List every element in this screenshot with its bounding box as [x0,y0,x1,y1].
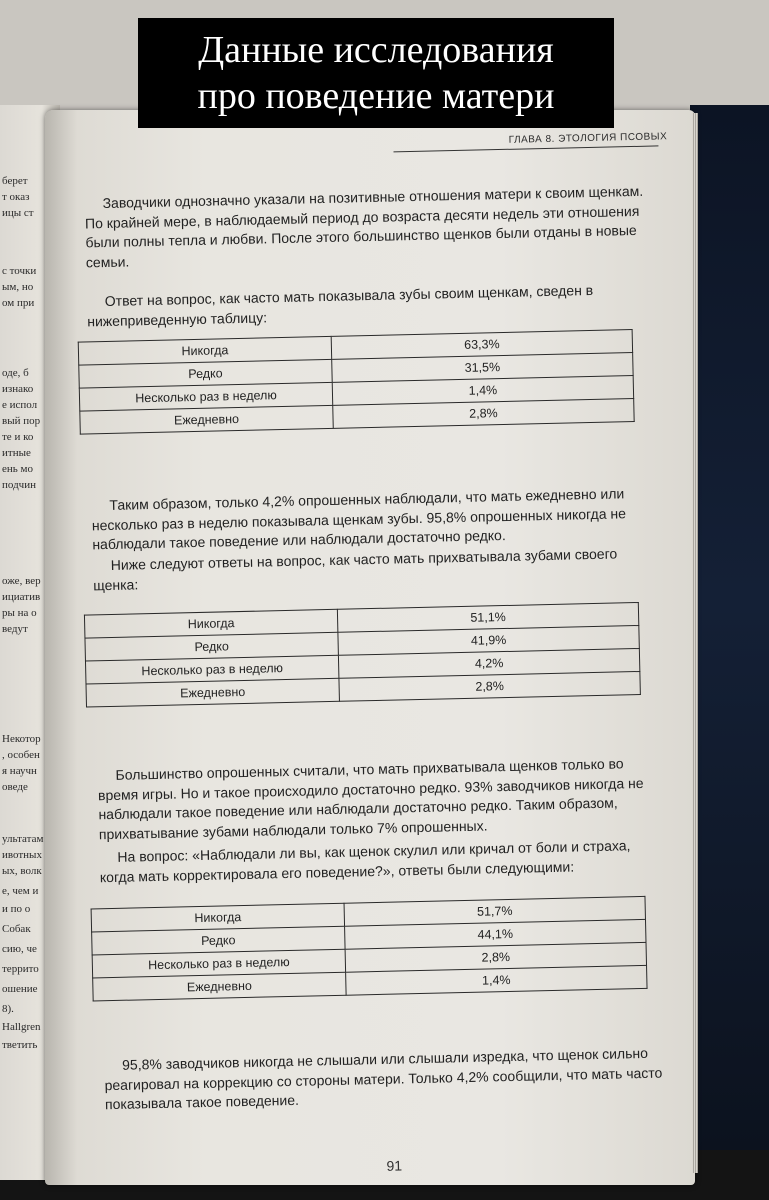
left-page-text: подчин [2,479,36,491]
left-page-text: изнако [2,383,34,395]
left-page-text: и по о [2,903,31,915]
table-cell-value: 2,8% [345,942,646,972]
paragraph: На вопрос: «Наблюдали ли вы, как щенок скулил или кричал от боли и страха, когда мать корректировала его поведение?», ответы были следующими: [99,837,631,885]
paragraph: Ниже следуют ответы на вопрос, как часто мать прихватывала зубами своего щенка: [93,545,618,593]
paragraph: Таким образом, только 4,2% опрошенных наблюдали, что мать ежедневно или несколько раз в неделю показывала щенкам зубы. 95,8% опрошенных никогда не наблюдали такое поведение или наблюдали достаточно редко. [91,485,627,553]
left-page-text: оде, б [2,367,29,379]
left-page-text: ым, но [2,281,34,293]
left-page-text: итные [2,447,31,459]
table-teeth-showing [78,329,635,435]
table-cell-value: 51,7% [344,896,645,926]
left-page-text: ень мо [2,463,33,475]
page-number: 91 [386,1157,403,1174]
left-page-text: берет [2,175,28,187]
table-cell-label: Никогда [91,903,344,932]
left-page-text: 8). [2,1003,14,1015]
chapter-header: ГЛАВА 8. ЭТОЛОГИЯ ПСОВЫХ [508,131,668,146]
left-page-text: вый пор [2,415,41,427]
left-page-text: ом при [2,297,35,309]
table-cell-value: 41,9% [338,625,639,655]
left-page-text: я научн [2,765,37,777]
table-cell-value: 2,8% [333,399,634,429]
left-page-text: те и ко [2,431,34,443]
paragraph: Большинство опрошенных считали, что мать прихватывала щенков только во время игры. Но и такое происходило достаточно редко. 93% заводчиков никогда не наблюдали такое поведение или наблюдали достаточно редко. Таким образом, прихватывание зубами наблюдали только 7% опрошенных. [97,755,644,842]
left-page-text: Собак [2,923,31,935]
left-page-text: сию, че [2,943,37,955]
table-cell-label: Редко [79,359,332,388]
table-cell-label: Ежедневно [80,405,333,434]
table-cell-value: 1,4% [346,965,647,995]
left-page-text: тветить [2,1039,38,1051]
left-page-text: ых, волк [2,865,42,877]
left-page-text: ивотных [2,849,42,861]
table-cell-label: Никогда [84,609,337,638]
left-page-text: оведе [2,781,28,793]
table-cell-label: Редко [85,632,338,661]
header-rule [393,145,658,152]
left-page-text: ведут [2,623,28,635]
left-page-text: е, чем и [2,885,39,897]
left-page-text: террито [2,963,39,975]
caption-line: про поведение матери [197,75,555,117]
left-page-text: Hallgren [2,1021,41,1033]
table-cell-label: Ежедневно [86,678,339,707]
table-cell-value: 51,1% [337,602,638,632]
table-cell-label: Несколько раз в неделю [85,655,338,684]
table-cell-label: Несколько раз в неделю [79,382,332,411]
table-cell-value: 2,8% [339,671,640,701]
table-cell-value: 63,3% [331,330,632,360]
book-page [45,110,695,1185]
left-page-text: е испол [2,399,38,411]
paragraph: Заводчики однозначно указали на позитивные отношения матери к своим щенкам. По крайней мере, в наблюдаемый период до возраста десяти недель эти отношения были полны тепла и любви. После этого большинство щенков были отданы в новые семьи. [84,182,644,270]
table-puppy-reaction [91,896,648,1002]
page-edges [692,113,698,1173]
left-page-text: т оказ [2,191,30,203]
left-page-text: Некотор [2,733,41,745]
table-cell-label: Несколько раз в неделю [92,949,345,978]
left-page-text: ициатив [2,591,41,603]
left-page-text: оже, вер [2,575,41,587]
table-cell-value: 44,1% [345,919,646,949]
left-page-text: с точки [2,265,37,277]
left-page-text: , особен [2,749,40,761]
caption-line: Данные исследования [198,29,554,71]
left-page-text: ицы ст [2,207,34,219]
table-cell-value: 1,4% [332,376,633,406]
table-cell-label: Редко [92,926,345,955]
table-cell-label: Ежедневно [93,972,346,1001]
caption-banner [138,18,614,128]
table-cell-value: 4,2% [338,648,639,678]
table-cell-value: 31,5% [332,353,633,383]
background-fabric [690,105,769,1200]
table-teeth-grabbing [84,602,641,708]
paragraph: Ответ на вопрос, как часто мать показывала зубы своим щенкам, сведен в нижеприведенную таблицу: [87,281,594,329]
paragraph: 95,8% заводчиков никогда не слышали или слышали изредка, что щенок сильно реагировал на коррекцию со стороны матери. Только 4,2% сообщили, что мать часто показывала такое поведение. [104,1044,663,1113]
left-page-text: ошение [2,983,38,995]
table-cell-label: Никогда [78,336,331,365]
left-page-text: ры на о [2,607,37,619]
left-page-text: ультатам [2,833,44,845]
